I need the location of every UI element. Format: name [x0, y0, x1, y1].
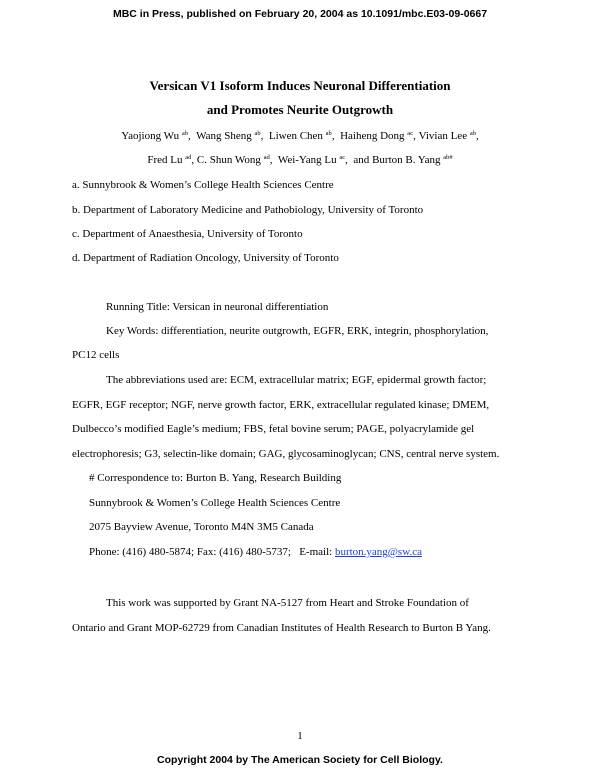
author-affiliation-sup: ab	[325, 130, 332, 137]
abbreviations-line-3: Dulbecco’s modified Eagle’s medium; FBS, fetal bovine serum; PAGE, polyacrylamide gel	[72, 423, 475, 435]
affiliation-c: c. Department of Anaesthesia, University of Toronto	[72, 228, 303, 240]
separator: ,	[331, 130, 335, 142]
funding-line-2: Ontario and Grant MOP-62729 from Canadian Institutes of Health Research to Burton B Yang.	[72, 622, 491, 634]
affiliation-a: a. Sunnybrook & Women’s College Health Sciences Centre	[72, 179, 334, 191]
author-name: Wang Sheng	[196, 130, 252, 142]
author-line-2	[0, 153, 600, 167]
correspondence-line-1: # Correspondence to: Burton B. Yang, Research Building	[89, 472, 342, 484]
abbreviations-line-2: EGFR, EGF receptor; NGF, nerve growth factor, ERK, extracellular regulated kinase; DMEM,	[72, 399, 490, 411]
author-affiliation-sup: ad	[185, 154, 192, 161]
affiliation-d: d. Department of Radiation Oncology, University of Toronto	[72, 252, 339, 264]
correspondence-line-2: Sunnybrook & Women’s College Health Sciences Centre	[89, 497, 341, 509]
affiliation-b: b. Department of Laboratory Medicine and Pathobiology, University of Toronto	[72, 204, 424, 216]
title-line-1: Versican V1 Isoform Induces Neuronal Differentiation	[149, 78, 451, 93]
running-title: Running Title: Versican in neuronal differentiation	[106, 301, 329, 313]
author-affiliation-sup: ad	[263, 154, 270, 161]
separator: ,	[191, 154, 195, 166]
author-affiliation-sup: ac	[339, 154, 346, 161]
author-affiliation-sup: ab	[254, 130, 261, 137]
author-affiliation-sup: ac	[407, 130, 414, 137]
separator: ,	[345, 154, 348, 166]
separator: ,	[260, 130, 264, 142]
separator: ,	[475, 130, 479, 142]
title-line-2: and Promotes Neurite Outgrowth	[206, 102, 394, 117]
abbreviations-line-1: The abbreviations used are: ECM, extracellular matrix; EGF, epidermal growth factor;	[106, 374, 487, 386]
page-number: 1	[297, 730, 303, 742]
author-line-1	[0, 129, 600, 143]
author-name: C. Shun Wong	[196, 154, 261, 166]
separator: ,	[188, 130, 191, 142]
author-affiliation-sup: ab#	[443, 154, 453, 161]
header-banner: MBC in Press, published on February 20, 2004 as 10.1091/mbc.E03-09-0667	[112, 8, 488, 20]
footer-banner: Copyright 2004 by The American Society for Cell Biology.	[157, 754, 443, 766]
funding-line-1: This work was supported by Grant NA-5127 from Heart and Stroke Foundation of	[106, 597, 469, 609]
author-affiliation-sup: ab	[181, 130, 188, 137]
key-words-line-1: Key Words: differentiation, neurite outgrowth, EGFR, ERK, integrin, phosphorylation,	[106, 325, 489, 337]
author-name: Vivian Lee	[418, 130, 468, 142]
author-name: Haiheng Dong	[340, 130, 405, 142]
author-name: Wei-Yang Lu	[277, 154, 337, 166]
correspondence-contact-line	[89, 545, 422, 559]
email-link[interactable]: burton.yang@sw.ca	[334, 546, 422, 558]
author-affiliation-sup: ab	[469, 130, 476, 137]
abbreviations-line-4: electrophoresis; G3, selectin-like domain; GAG, glycosaminoglycan; CNS, central nerve system.	[72, 448, 500, 460]
separator: ,	[413, 130, 416, 142]
author-name: Yaojiong Wu	[121, 130, 180, 142]
author-name: Liwen Chen	[268, 130, 323, 142]
phone-fax-text: Phone: (416) 480-5874; Fax: (416) 480-5737; E-mail:	[89, 546, 335, 558]
key-words-line-2: PC12 cells	[72, 349, 120, 361]
author-name: Burton B. Yang	[372, 154, 441, 166]
author-name: Fred Lu	[147, 154, 183, 166]
separator: ,	[269, 154, 273, 166]
separator: and	[353, 154, 370, 166]
correspondence-line-3: 2075 Bayview Avenue, Toronto M4N 3M5 Canada	[89, 521, 314, 533]
